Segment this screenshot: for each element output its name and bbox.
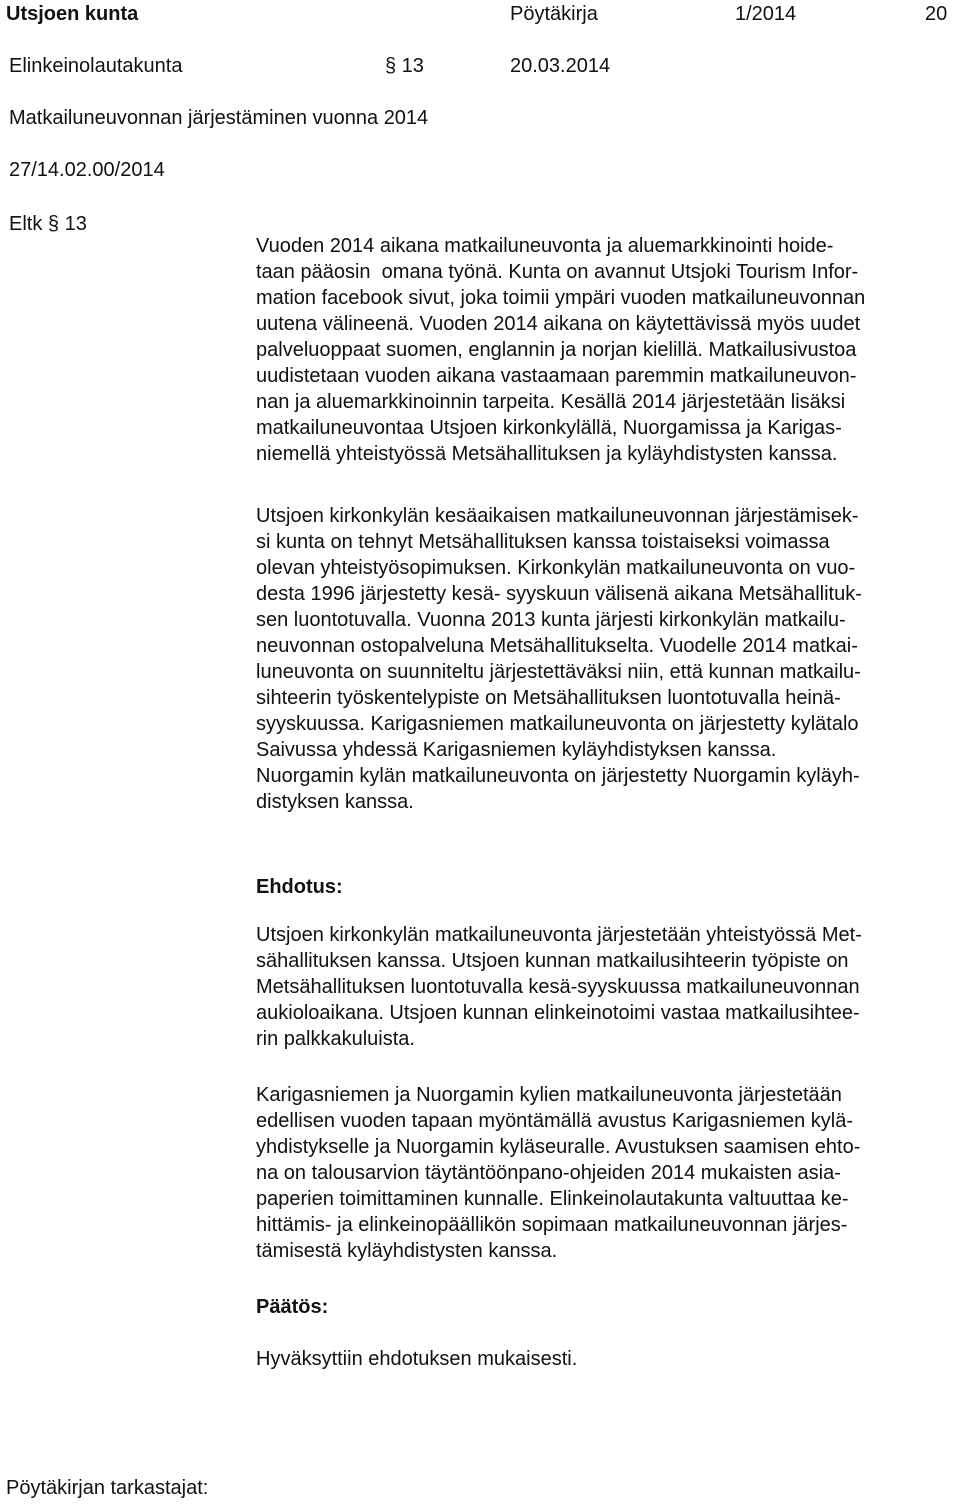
text-line: aukioloaikana. Utsjoen kunnan elinkeinotoimi vastaa matkailusihtee- (256, 1002, 860, 1024)
case-id: 27/14.02.00/2014 (9, 159, 165, 181)
text-line: Vuoden 2014 aikana matkailuneuvonta ja aluemarkkinointi hoide- (256, 235, 834, 257)
paragraph-background-1 (256, 233, 956, 467)
meeting-date: 20.03.2014 (510, 55, 611, 77)
text-line: mation facebook sivut, joka toimii ympäri vuoden matkailuneuvonnan (256, 287, 866, 309)
text-line: Saivussa yhdessä Karigasniemen kyläyhdistyksen kanssa. (256, 739, 777, 761)
text-line: luneuvonta on suunniteltu järjestettäväksi niin, että kunnan matkailu- (256, 661, 861, 683)
text-line: Karigasniemen ja Nuorgamin kylien matkailuneuvonta järjestetään (256, 1084, 842, 1106)
section-number: § 13 (385, 55, 424, 77)
text-line: sähallituksen kanssa. Utsjoen kunnan matkailusihteerin työpiste on (256, 950, 849, 972)
ehdotus-heading: Ehdotus: (256, 876, 343, 898)
subject-title: Matkailuneuvonnan järjestäminen vuonna 2014 (9, 107, 429, 129)
text-line: Nuorgamin kylän matkailuneuvonta on järjestetty Nuorgamin kyläyh- (256, 765, 860, 787)
paragraph-proposal-2 (256, 1082, 956, 1264)
text-line: Utsjoen kirkonkylän kesäaikaisen matkailuneuvonnan järjestämisek- (256, 505, 859, 527)
paragraph-proposal-1 (256, 922, 956, 1052)
text-line: palveluoppaat suomen, englannin ja norjan kielillä. Matkailusivustoa (256, 339, 857, 361)
text-line: tämisestä kyläyhdistysten kanssa. (256, 1240, 558, 1262)
organization-name: Utsjoen kunta (6, 3, 139, 25)
text-line: sen luontotuvalla. Vuonna 2013 kunta järjesti kirkonkylän matkailu- (256, 609, 846, 631)
text-line: niemellä yhteistyössä Metsähallituksen ja kyläyhdistysten kanssa. (256, 443, 838, 465)
text-line: rin palkkakuluista. (256, 1028, 415, 1050)
text-line: Utsjoen kirkonkylän matkailuneuvonta järjestetään yhteistyössä Met- (256, 924, 862, 946)
text-line: desta 1996 järjestetty kesä- syyskuun välisenä aikana Metsähallituk- (256, 583, 862, 605)
minutes-examiners-label: Pöytäkirjan tarkastajat: (6, 1477, 209, 1499)
page-number: 20 (925, 3, 948, 25)
board-name: Elinkeinolautakunta (9, 55, 183, 77)
document-number: 1/2014 (735, 3, 797, 25)
text-line: yhdistykselle ja Nuorgamin kyläseuralle. Avustuksen saamisen ehto- (256, 1136, 861, 1158)
document-type: Pöytäkirja (510, 3, 598, 25)
text-line: Metsähallituksen luontotuvalla kesä-syyskuussa matkailuneuvonnan (256, 976, 860, 998)
text-line: edellisen vuoden tapaan myöntämällä avustus Karigasniemen kylä- (256, 1110, 854, 1132)
text-line: hittämis- ja elinkeinopäällikön sopimaan matkailuneuvonnan järjes- (256, 1214, 848, 1236)
text-line: uutena välineenä. Vuoden 2014 aikana on käytettävissä myös uudet (256, 313, 861, 335)
text-line: Hyväksyttiin ehdotuksen mukaisesti. (256, 1348, 578, 1370)
text-line: taan pääosin omana työnä. Kunta on avannut Utsjoki Tourism Infor- (256, 261, 859, 283)
text-line: paperien toimittaminen kunnalle. Elinkeinolautakunta valtuuttaa ke- (256, 1188, 849, 1210)
paragraph-background-2 (256, 503, 956, 815)
text-line: na on talousarvion täytäntöönpano-ohjeiden 2014 mukaisten asia- (256, 1162, 841, 1184)
paragraph-decision (256, 1346, 956, 1372)
text-line: uudistetaan vuoden aikana vastaamaan paremmin matkailuneuvon- (256, 365, 857, 387)
text-line: olevan yhteistyösopimuksen. Kirkonkylän matkailuneuvonta on vuo- (256, 557, 856, 579)
text-line: si kunta on tehnyt Metsähallituksen kanssa toistaiseksi voimassa (256, 531, 830, 553)
text-line: sihteerin työskentelypiste on Metsähallituksen luontotuvalla heinä- (256, 687, 841, 709)
text-line: matkailuneuvontaa Utsjoen kirkonkylällä, Nuorgamissa ja Karigas- (256, 417, 842, 439)
text-line: nan ja aluemarkkinoinnin tarpeita. Kesällä 2014 järjestetään lisäksi (256, 391, 846, 413)
text-line: neuvonnan ostopalveluna Metsähallitukselta. Vuodelle 2014 matkai- (256, 635, 858, 657)
text-line: syyskuussa. Karigasniemen matkailuneuvonta on järjestetty kylätalo (256, 713, 859, 735)
section-reference: Eltk § 13 (9, 213, 87, 235)
paatos-heading: Päätös: (256, 1296, 329, 1318)
text-line: distyksen kanssa. (256, 791, 414, 813)
